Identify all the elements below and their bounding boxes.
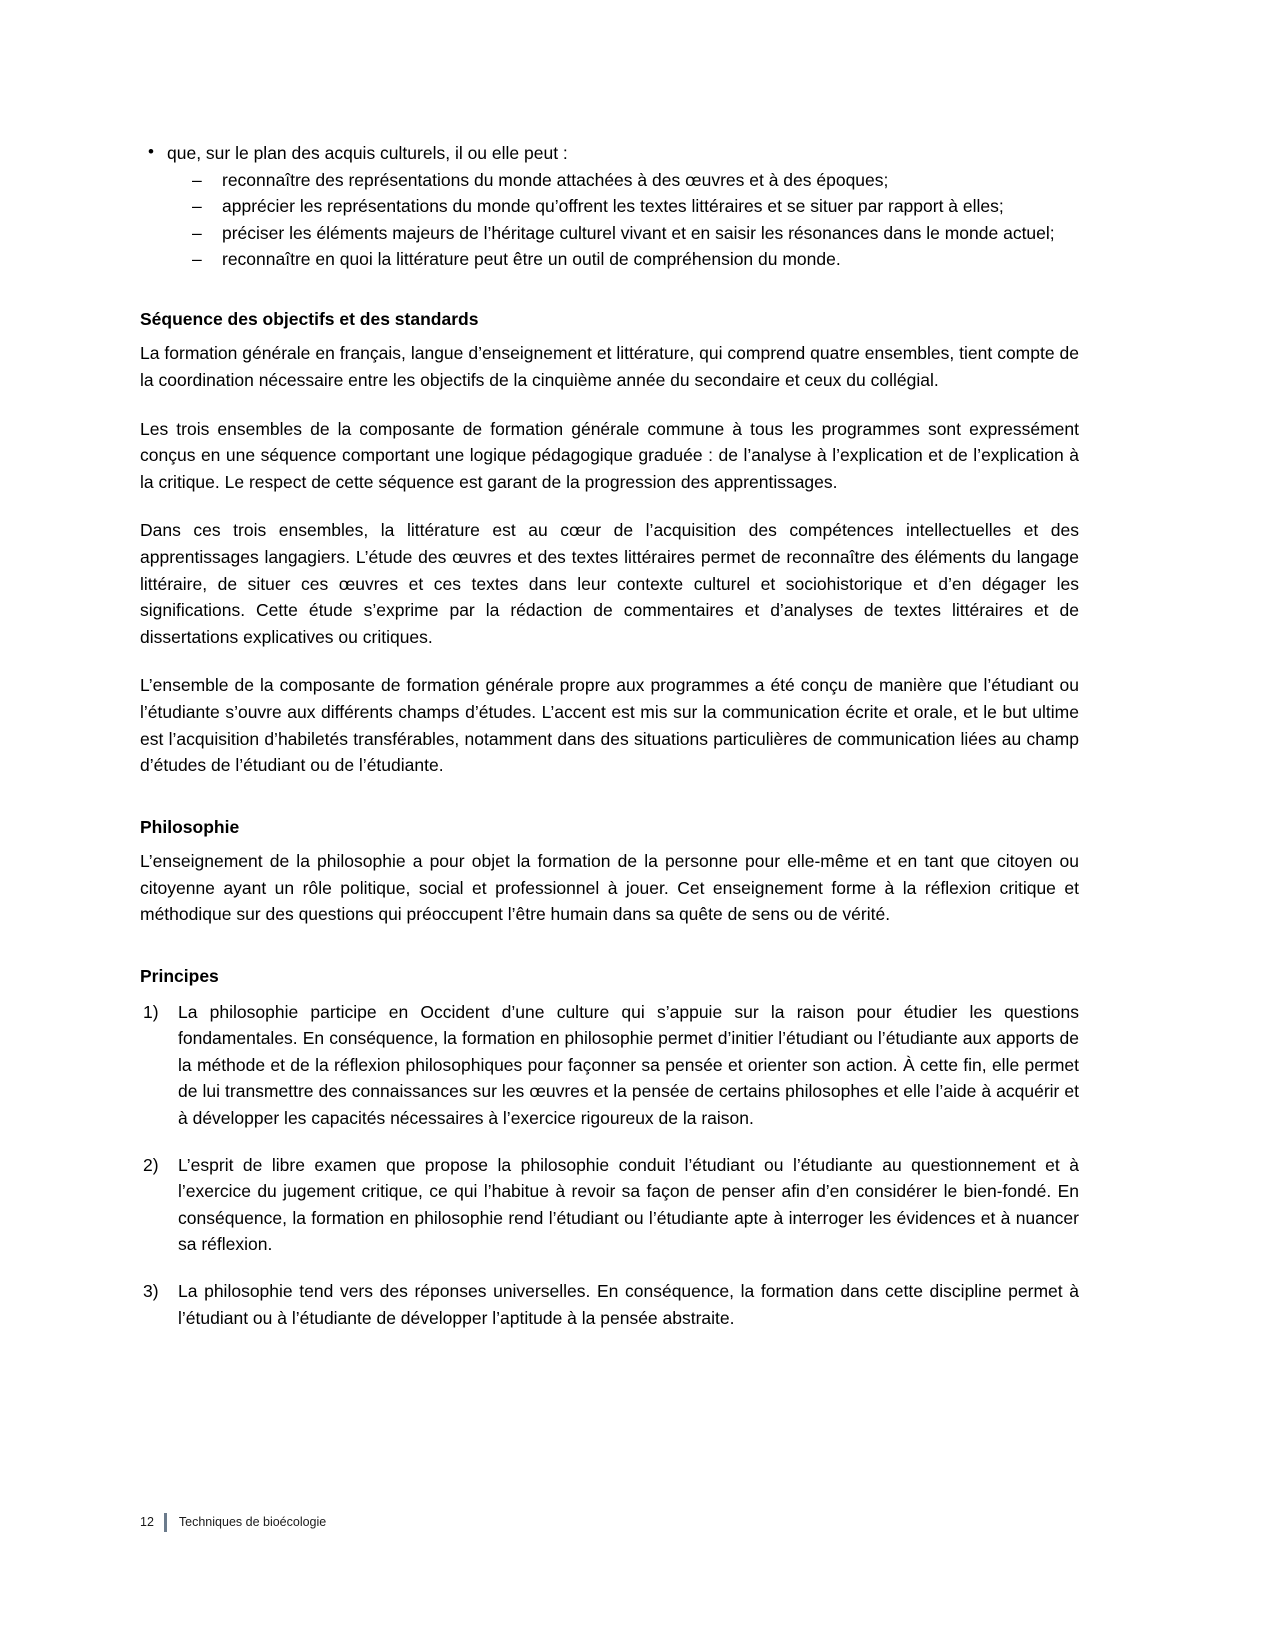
paragraph: Les trois ensembles de la composante de formation générale commune à tous les programmes sont expressément conçus en une séquence comportant une logique pédagogique graduée : de l’analyse à l’explication et de l’explication à la critique. Le respect de cette séquence est garant de la progression des apprentissages. — [140, 418, 1079, 492]
acquis-culturels-sublist — [167, 167, 1079, 273]
section-heading-philosophie: Philosophie — [140, 816, 240, 837]
list-item — [140, 140, 1079, 273]
page-footer — [140, 1512, 326, 1532]
list-item: La philosophie participe en Occident d’une culture qui s’appuie sur la raison pour étudier les questions fondamentales. En conséquence, la formation en philosophie permet d’initier l’étudiant ou l’étudiante aux apports de la méthode et de la réflexion philosophiques pour façonner sa pensée et orienter son action. À cette fin, elle permet de lui transmettre des connaissances sur les œuvres et la pensée de certains philosophes et elle l’aide à acquérir et à développer les capacités nécessaires à l’exercice rigoureux de la raison. — [178, 1001, 1079, 1128]
list-item: – apprécier les représentations du monde qu’offrent les textes littéraires et se situer par rapport à elles; — [167, 193, 1079, 220]
page-content — [140, 140, 1079, 1331]
footer-page-number: 12 — [140, 1515, 154, 1529]
paragraph: Dans ces trois ensembles, la littérature est au cœur de l’acquisition des compétences intellectuelles et des apprentissages langagiers. L’étude des œuvres et des textes littéraires permet de reconnaître des éléments du langage littéraire, de situer ces œuvres et ces textes dans leur contexte culturel et sociohistorique et d’en dégager les significations. Cette étude s’exprime par la rédaction de commentaires et d’analyses de textes littéraires et de dissertations explicatives ou critiques. — [140, 520, 1079, 647]
list-item: – préciser les éléments majeurs de l’héritage culturel vivant et en saisir les résonances dans le monde actuel; — [167, 220, 1079, 247]
principes-list — [140, 999, 1079, 1332]
footer-divider — [164, 1513, 167, 1532]
footer-document-title: Techniques de bioécologie — [178, 1515, 327, 1529]
paragraph: L’ensemble de la composante de formation générale propre aux programmes a été conçu de manière que l’étudiant ou l’étudiante s’ouvre aux différents champs d’études. L’accent est mis sur la communication écrite et orale, et le but ultime est l’acquisition d’habiletés transférables, notamment dans des situations particulières de communication liées au champ d’études de l’étudiant ou de l’étudiante. — [140, 675, 1079, 776]
list-item: – reconnaître en quoi la littérature peut être un outil de compréhension du monde. — [167, 246, 1079, 273]
list-item: – reconnaître des représentations du monde attachées à des œuvres et à des époques; — [167, 167, 1079, 194]
section-heading-principes: Principes — [140, 966, 219, 987]
list-item: La philosophie tend vers des réponses universelles. En conséquence, la formation dans cette discipline permet à l’étudiant ou à l’étudiante de développer l’aptitude à la pensée abstraite. — [178, 1280, 1079, 1328]
bullet-intro-text: que, sur le plan des acquis culturels, il ou elle peut : — [167, 143, 568, 163]
paragraph: L’enseignement de la philosophie a pour objet la formation de la personne pour elle-même et en tant que citoyen ou citoyenne ayant un rôle politique, social et professionnel à jouer. Cet enseignement forme à la réflexion critique et méthodique sur des questions qui préoccupent l’être humain dans sa quête de sens ou de vérité. — [140, 851, 1079, 925]
paragraph: La formation générale en français, langue d’enseignement et littérature, qui comprend quatre ensembles, tient compte de la coordination nécessaire entre les objectifs de la cinquième année du secondaire et ceux du collégial. — [140, 343, 1079, 391]
list-item: L’esprit de libre examen que propose la philosophie conduit l’étudiant ou l’étudiante au questionnement et à l’exercice du jugement critique, ce qui l’habitue à revoir sa façon de penser afin d’en considérer le bien-fondé. En conséquence, la formation en philosophie rend l’étudiant ou l’étudiante apte à interroger les évidences et à nuancer sa réflexion. — [178, 1154, 1079, 1255]
acquis-culturels-list — [140, 140, 1079, 273]
section-heading-sequence: Séquence des objectifs et des standards — [140, 308, 479, 329]
